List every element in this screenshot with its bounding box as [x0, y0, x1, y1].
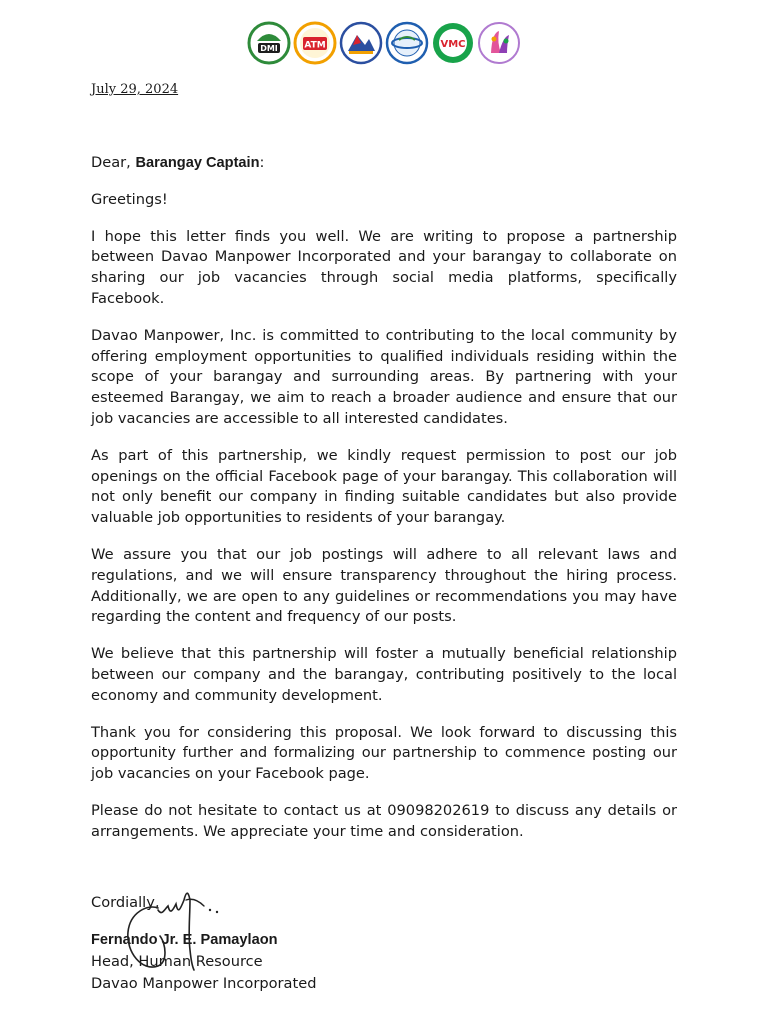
svg-text:DMI: DMI — [260, 44, 278, 53]
body-paragraph-4: We assure you that our job postings will adhere to all relevant laws and regulations, and we will ensure transparency throughout the hiring process. Additionally, we are open to any guidelines or recommendations you may have regarding the content and frequency of our posts. — [91, 545, 677, 626]
svg-text:VMC: VMC — [440, 39, 466, 50]
salutation — [91, 153, 677, 174]
atm-logo — [293, 21, 337, 65]
globe-logo — [385, 21, 429, 65]
svg-text:ATM: ATM — [304, 40, 326, 51]
signer-company: Davao Manpower Incorporated — [91, 974, 317, 992]
dmi-logo — [247, 21, 291, 65]
manpower-services-logo — [339, 21, 383, 65]
greeting: Greetings! — [91, 190, 168, 208]
body-paragraph-1: I hope this letter finds you well. We are writing to propose a partnership between Davao Manpower Incorporated and your barangay to collaborate on sharing our job vacancies through social media platforms, specifically Facebook. — [91, 227, 677, 307]
letter-date: July 29, 2024 — [91, 82, 179, 97]
salutation-recipient: Barangay Captain — [135, 155, 260, 171]
body-paragraph-7: Please do not hesitate to contact us at 09098202619 to discuss any details or arrangements. We appreciate your time and consideration. — [91, 801, 677, 840]
valediction: Cordially, — [91, 894, 160, 911]
salutation-suffix: : — [259, 154, 265, 171]
body-paragraph-5: We believe that this partnership will foster a mutually beneficial relationship between our company and the barangay, contributing positively to the local economy and community development. — [91, 645, 677, 704]
body-paragraph-3: As part of this partnership, we kindly request permission to post our job openings on the official Facebook page of your barangay. This collaboration will not only benefit our company in finding suitable candidates but also provide valuable job opportunities to residents of your barangay. — [91, 446, 677, 527]
signer-name: Fernando Jr. E. Pamaylaon — [91, 931, 278, 948]
vmc-logo — [431, 21, 475, 65]
letterhead-logos — [0, 20, 768, 66]
hr-logo — [477, 21, 521, 65]
handwritten-signature — [118, 886, 230, 978]
body-paragraph-2: Davao Manpower, Inc. is committed to contributing to the local community by offering employment opportunities to qualified individuals residing within the scope of your barangay and surrounding areas. By partnering with your esteemed Barangay, we aim to reach a broader audience and ensure that our job vacancies are accessible to all interested candidates. — [91, 326, 677, 427]
body-paragraph-6: Thank you for considering this proposal. We look forward to discussing this opportunity further and formalizing our partnership to commence posting our job vacancies on your Facebook page. — [91, 723, 677, 783]
salutation-prefix: Dear, — [91, 154, 136, 171]
letter-body — [91, 153, 677, 859]
signer-title: Head, Human Resource — [91, 953, 263, 970]
